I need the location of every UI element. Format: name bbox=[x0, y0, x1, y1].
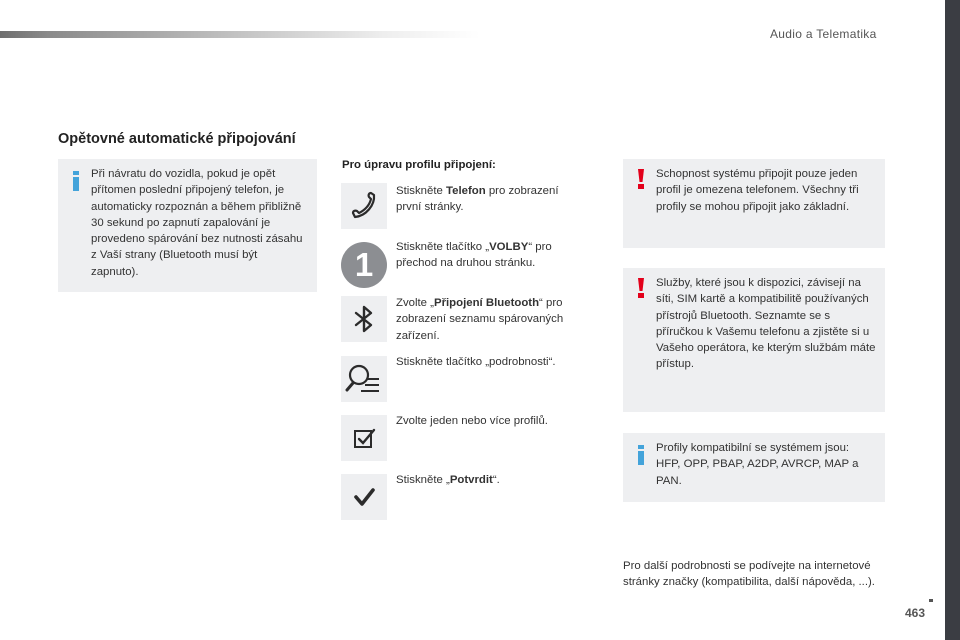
checkmark-icon bbox=[341, 474, 387, 520]
step-text-profiles: Zvolte jeden nebo více profilů. bbox=[396, 415, 548, 427]
steps-heading: Pro úpravu profilu připojení: bbox=[342, 159, 496, 171]
warning-text-services: Služby, které jsou k dispozici, závisejí na síti, SIM kartě a kompatibilitě používaných přístrojů Bluetooth. Seznamte se s příručkou k Vašemu telefonu a zjistěte si u Vašeho operátora, ke kterým službám máte přístup. bbox=[656, 277, 876, 371]
info-box bbox=[58, 159, 317, 292]
chapter-title: Audio a Telematika bbox=[770, 27, 877, 41]
warning-text-profiles: Schopnost systému připojit pouze jeden profil je omezena telefonem. Všechny tři profily se mohou připojit jako základní. bbox=[656, 168, 859, 213]
page-edge-bar bbox=[945, 0, 960, 640]
step-text-options: Stiskněte tlačítko „VOLBY“ pro přechod na druhou stránku. bbox=[396, 241, 552, 270]
phone-icon bbox=[341, 183, 387, 229]
checklist-icon bbox=[341, 415, 387, 461]
step-text-bluetooth: Zvolte „Připojení Bluetooth“ pro zobrazení seznamu spárovaných zařízení. bbox=[396, 297, 564, 342]
step-text-confirm: Stiskněte „Potvrdit“. bbox=[396, 474, 500, 486]
info-text-compatible-profiles: Profily kompatibilní se systémem jsou: HFP, OPP, PBAP, A2DP, AVRCP, MAP a PAN. bbox=[656, 442, 859, 487]
warning-icon bbox=[638, 278, 644, 298]
info-box-compatible-profiles bbox=[623, 433, 885, 502]
info-icon bbox=[73, 171, 79, 191]
footnote: Pro další podrobnosti se podívejte na internetové stránky značky (kompatibilita, další nápověda, ...). bbox=[623, 560, 875, 589]
page-marker bbox=[929, 599, 933, 602]
header-gradient-bar bbox=[0, 31, 480, 38]
warning-box-profiles bbox=[623, 159, 885, 248]
section-title: Opětovné automatické připojování bbox=[58, 131, 296, 147]
step-badge: 1 bbox=[341, 242, 387, 288]
step-text-phone: Stiskněte Telefon pro zobrazení první stránky. bbox=[396, 185, 559, 214]
warning-box-services bbox=[623, 268, 885, 412]
page-number: 463 bbox=[905, 606, 926, 620]
info-box-text: Při návratu do vozidla, pokud je opět přítomen poslední připojený telefon, je automaticky rozpoznán a během přibližně 30 sekund po zapnutí zapalování je provedeno spárování bez nutnosti zásahu z Vaší strany (Bluetooth musí být zapnuto). bbox=[91, 168, 303, 278]
info-icon bbox=[638, 445, 644, 465]
details-icon bbox=[341, 356, 387, 402]
step-text-details: Stiskněte tlačítko „podrobnosti“. bbox=[396, 356, 556, 368]
warning-icon bbox=[638, 169, 644, 189]
bluetooth-icon bbox=[341, 296, 387, 342]
